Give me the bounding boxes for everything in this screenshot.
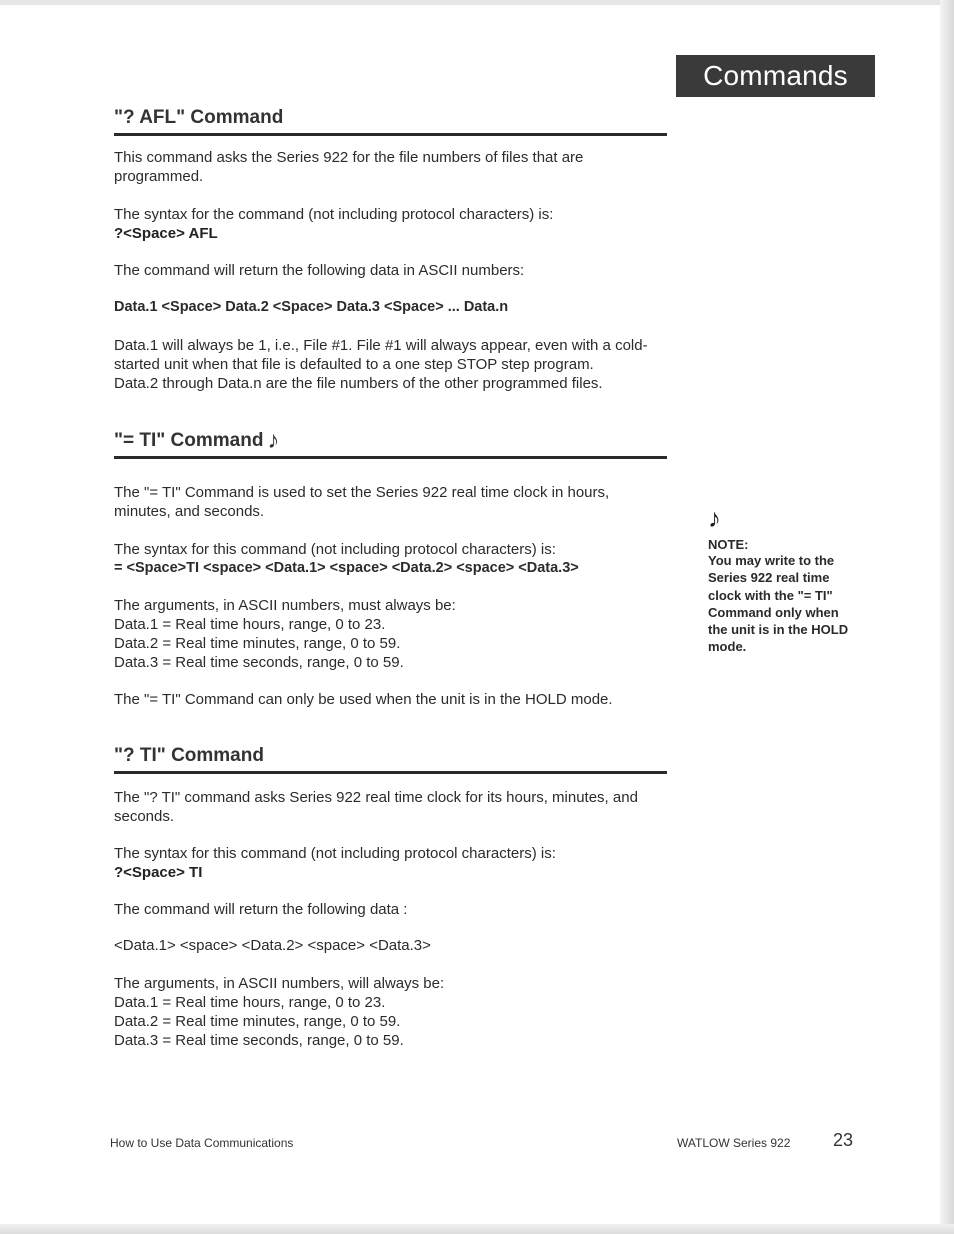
query-ti-arg-minutes: Data.2 = Real time minutes, range, 0 to 59. [114,1013,401,1030]
set-ti-syntax-intro: The syntax for this command (not including protocol characters) is: [114,541,556,558]
set-ti-outro-block [114,690,670,709]
afl-detail-block [114,336,670,393]
set-ti-rule [114,456,667,459]
set-ti-heading [114,429,667,459]
afl-return-intro: The command will return the following data in ASCII numbers: [114,262,525,279]
set-ti-title: "= TI" Command [114,430,264,451]
query-ti-return-block [114,900,670,919]
sidebar-note [708,505,858,656]
set-ti-arg-seconds: Data.3 = Real time seconds, range, 0 to 59. [114,654,404,671]
set-ti-arg-hours: Data.1 = Real time hours, range, 0 to 23. [114,616,386,633]
footer-right: WATLOW Series 922 [677,1136,791,1150]
query-ti-args-block [114,974,670,1050]
query-ti-return-data: <Data.1> <space> <Data.2> <space> <Data.3> [114,937,431,954]
query-ti-return-data-block [114,936,670,955]
note-label: NOTE: [708,537,749,552]
footer-left: How to Use Data Communications [110,1136,294,1150]
query-ti-title: "? TI" Command [114,745,264,766]
afl-return-data: Data.1 <Space> Data.2 <Space> Data.3 <Space> ... Data.n [114,299,509,315]
page-bottom-edge [0,1224,954,1234]
afl-return-data-block [114,298,670,317]
afl-intro [114,148,644,186]
page-top-edge [0,0,954,5]
set-ti-arg-minutes: Data.2 = Real time minutes, range, 0 to 59. [114,635,401,652]
set-ti-args-block [114,596,670,672]
set-ti-intro [114,483,644,521]
afl-detail-2: Data.2 through Data.n are the file numbers of the other programmed files. [114,375,603,392]
query-ti-intro [114,788,670,826]
afl-title: "? AFL" Command [114,107,284,128]
note-text: You may write to the Series 922 real time clock with the "= TI" Command only when the unit is in the HOLD mode. [708,553,849,655]
set-ti-syntax: = <Space>TI <space> <Data.1> <space> <Data.2> <space> <Data.3> [114,560,579,576]
query-ti-syntax-intro: The syntax for this command (not including protocol characters) is: [114,845,556,862]
page-number: 23 [833,1130,854,1150]
set-ti-syntax-block [114,540,670,578]
page-right-edge [940,0,954,1234]
music-note-icon: ♪ [708,503,721,533]
afl-syntax-block [114,205,670,243]
afl-detail-1: Data.1 will always be 1, i.e., File #1. File #1 will always appear, even with a cold-started unit when that file is defaulted to a one step STOP step program. [114,337,648,373]
set-ti-args-intro: The arguments, in ASCII numbers, must always be: [114,597,456,614]
afl-heading [114,106,667,136]
section-tab: Commands [676,55,875,97]
afl-return-block [114,261,670,280]
set-ti-outro: The "= TI" Command can only be used when the unit is in the HOLD mode. [114,691,613,708]
query-ti-arg-hours: Data.1 = Real time hours, range, 0 to 23. [114,994,386,1011]
query-ti-syntax: ?<Space> TI [114,864,203,881]
query-ti-heading [114,744,667,774]
set-ti-intro-text: The "= TI" Command is used to set the Series 922 real time clock in hours, minutes, and seconds. [114,484,610,520]
query-ti-rule [114,771,667,774]
query-ti-syntax-block [114,844,670,882]
query-ti-return-intro: The command will return the following data : [114,901,408,918]
query-ti-arg-seconds: Data.3 = Real time seconds, range, 0 to 59. [114,1032,404,1049]
query-ti-intro-text: The "? TI" command asks Series 922 real time clock for its hours, minutes, and seconds. [114,789,638,825]
afl-syntax-intro: The syntax for the command (not including protocol characters) is: [114,206,554,223]
afl-rule [114,133,667,136]
afl-syntax: ?<Space> AFL [114,225,218,242]
music-note-icon: ♪ [267,427,280,454]
query-ti-args-intro: The arguments, in ASCII numbers, will always be: [114,975,445,992]
afl-intro-text: This command asks the Series 922 for the file numbers of files that are programmed. [114,149,584,185]
